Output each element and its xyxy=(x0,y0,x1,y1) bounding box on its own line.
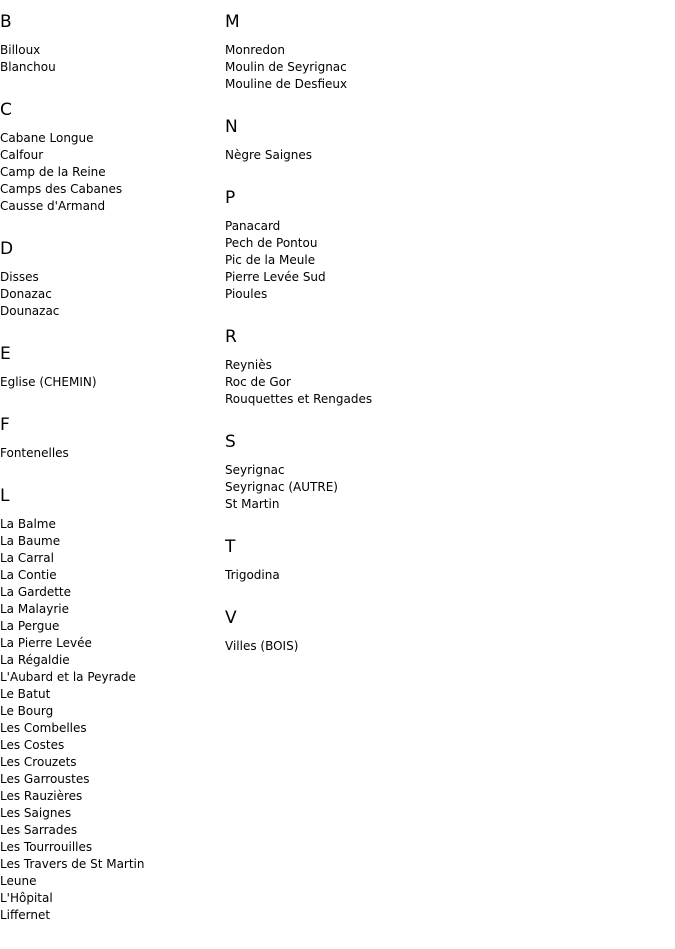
place-name: Les Garroustes xyxy=(0,772,90,786)
place-name: Causse d'Armand xyxy=(0,199,106,213)
place-name: Moulin de Seyrignac xyxy=(225,60,347,74)
place-name: Camps des Cabanes xyxy=(0,182,123,196)
letter-group xyxy=(225,315,665,420)
letter-group xyxy=(0,403,220,474)
letter-group xyxy=(0,332,220,403)
group-spacer xyxy=(225,655,665,667)
letter-group xyxy=(225,596,665,667)
place-name: Blanchou xyxy=(0,60,56,74)
place-name: La Balme xyxy=(0,517,56,531)
letter-group xyxy=(225,176,665,315)
place-name: Leune xyxy=(0,874,37,888)
group-spacer xyxy=(0,320,220,332)
place-name: Seyrignac xyxy=(225,463,285,477)
place-name: Fontenelles xyxy=(0,446,69,460)
place-name: Billoux xyxy=(0,43,41,57)
group-spacer xyxy=(0,924,220,936)
place-name: Les Saignes xyxy=(0,806,72,820)
place-list xyxy=(225,357,665,408)
group-spacer xyxy=(0,76,220,88)
letter-group xyxy=(225,420,665,525)
section-letter-heading: E xyxy=(0,344,11,364)
letter-group xyxy=(225,105,665,176)
place-name: Les Rauzières xyxy=(0,789,83,803)
group-spacer xyxy=(0,462,220,474)
place-name: Eglise (CHEMIN) xyxy=(0,375,97,389)
place-name: Pic de la Meule xyxy=(225,253,316,267)
place-name: Villes (BOIS) xyxy=(225,639,299,653)
place-name: Seyrignac (AUTRE) xyxy=(225,480,338,494)
group-spacer xyxy=(225,303,665,315)
letter-group xyxy=(0,227,220,332)
place-name: La Contie xyxy=(0,568,57,582)
section-letter-heading: F xyxy=(0,415,10,435)
place-name: La Régaldie xyxy=(0,653,70,667)
place-name: Dounazac xyxy=(0,304,60,318)
place-list xyxy=(225,42,665,93)
section-letter-heading: L xyxy=(0,486,10,506)
group-spacer xyxy=(0,391,220,403)
place-list xyxy=(225,638,665,655)
place-name: Pioules xyxy=(225,287,268,301)
place-name: Panacard xyxy=(225,219,281,233)
group-spacer xyxy=(225,164,665,176)
place-name: La Carral xyxy=(0,551,54,565)
place-name: L'Hôpital xyxy=(0,891,53,905)
place-name: La Pergue xyxy=(0,619,60,633)
place-name: Pierre Levée Sud xyxy=(225,270,326,284)
place-name: Les Costes xyxy=(0,738,65,752)
place-name: Liffernet xyxy=(0,908,51,922)
group-spacer xyxy=(225,93,665,105)
place-name: Trigodina xyxy=(225,568,280,582)
index-column-left xyxy=(0,0,220,936)
group-spacer xyxy=(225,584,665,596)
place-name: La Baume xyxy=(0,534,61,548)
place-name: Donazac xyxy=(0,287,52,301)
place-name: Les Tourrouilles xyxy=(0,840,93,854)
place-name: Pech de Pontou xyxy=(225,236,318,250)
place-list xyxy=(225,218,665,303)
place-name: Les Crouzets xyxy=(0,755,77,769)
place-name: Les Sarrades xyxy=(0,823,78,837)
letter-group xyxy=(0,474,220,936)
place-list xyxy=(225,462,665,513)
section-letter-heading: M xyxy=(225,12,240,32)
section-letter-heading: D xyxy=(0,239,14,259)
place-name: Le Bourg xyxy=(0,704,54,718)
letter-group xyxy=(0,88,220,227)
group-spacer xyxy=(225,408,665,420)
place-name: Camp de la Reine xyxy=(0,165,106,179)
place-list xyxy=(225,567,665,584)
place-name: Calfour xyxy=(0,148,44,162)
letter-group xyxy=(0,0,220,88)
place-list xyxy=(0,130,220,215)
place-name: Nègre Saignes xyxy=(225,148,313,162)
letter-group xyxy=(225,525,665,596)
place-name: Monredon xyxy=(225,43,285,57)
section-letter-heading: V xyxy=(225,608,237,628)
place-list xyxy=(225,147,665,164)
place-list xyxy=(0,42,220,76)
section-letter-heading: B xyxy=(0,12,12,32)
place-name: L'Aubard et la Peyrade xyxy=(0,670,136,684)
place-name: La Pierre Levée xyxy=(0,636,92,650)
group-spacer xyxy=(225,513,665,525)
place-name: Disses xyxy=(0,270,39,284)
place-name: Cabane Longue xyxy=(0,131,94,145)
place-name: Rouquettes et Rengades xyxy=(225,392,373,406)
place-name: La Malayrie xyxy=(0,602,69,616)
place-name: Roc de Gor xyxy=(225,375,291,389)
place-name: Reyniès xyxy=(225,358,272,372)
group-spacer xyxy=(0,215,220,227)
section-letter-heading: N xyxy=(225,117,238,137)
place-name: Les Travers de St Martin xyxy=(0,857,145,871)
section-letter-heading: P xyxy=(225,188,236,208)
place-name: St Martin xyxy=(225,497,280,511)
place-name: Les Combelles xyxy=(0,721,87,735)
letter-group xyxy=(225,0,665,105)
place-list xyxy=(0,374,220,391)
section-letter-heading: R xyxy=(225,327,237,347)
place-list xyxy=(0,445,220,462)
section-letter-heading: C xyxy=(0,100,12,120)
place-list xyxy=(0,269,220,320)
place-name: Mouline de Desfieux xyxy=(225,77,348,91)
section-letter-heading: T xyxy=(225,537,236,557)
place-name: La Gardette xyxy=(0,585,72,599)
section-letter-heading: S xyxy=(225,432,236,452)
index-column-right xyxy=(225,0,665,667)
place-list xyxy=(0,516,220,924)
place-name: Le Batut xyxy=(0,687,51,701)
